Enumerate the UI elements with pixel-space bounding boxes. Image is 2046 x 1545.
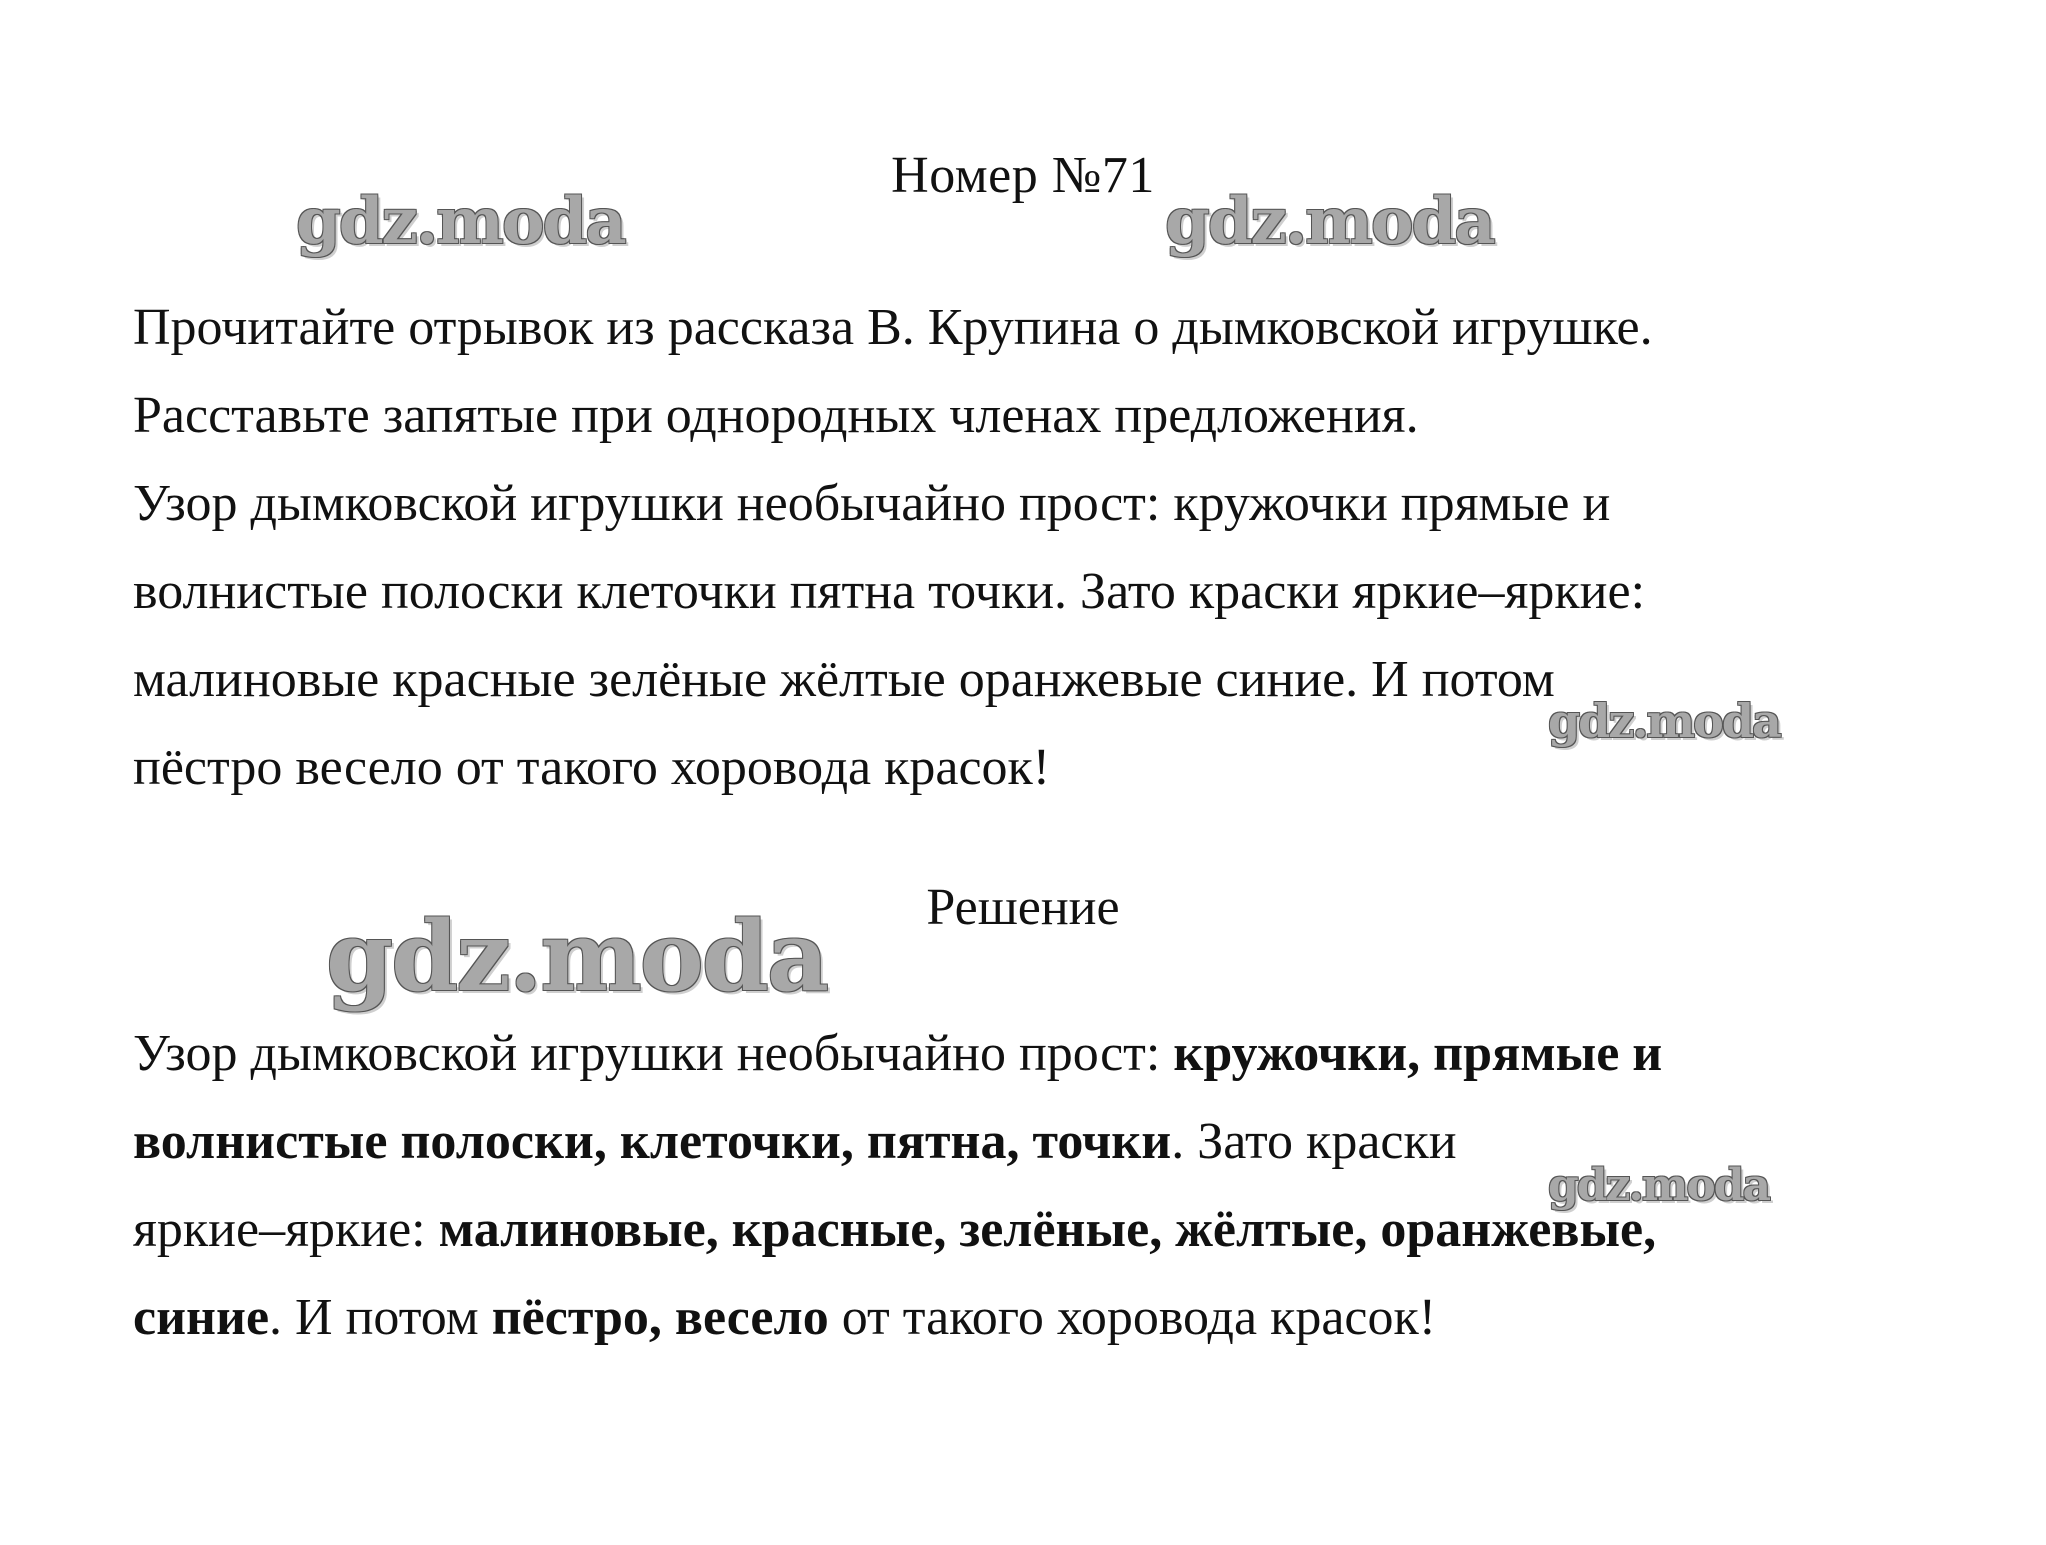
solution-heading: Решение bbox=[926, 879, 1120, 936]
task-line: Прочитайте отрывок из рассказа В. Крупина о дымковской игрушке. bbox=[133, 299, 1653, 356]
watermark-logo: gdz.moda bbox=[1165, 184, 1494, 259]
solution-line bbox=[133, 1010, 1953, 1098]
task-text bbox=[133, 284, 1953, 812]
solution-text-bold: пёстро, весело bbox=[491, 1289, 829, 1346]
solution-text bbox=[133, 1010, 1953, 1362]
solution-text-normal: Узор дымковской игрушки необычайно прост: bbox=[133, 1025, 1174, 1082]
watermark-logo: gdz.moda bbox=[1548, 1160, 1770, 1211]
task-line: Расставьте запятые при однородных членах предложения. bbox=[133, 387, 1419, 444]
task-line: пёстро весело от такого хоровода красок! bbox=[133, 739, 1051, 796]
solution-text-bold: волнистые полоски, клеточки, пятна, точки bbox=[133, 1113, 1172, 1170]
task-line: Узор дымковской игрушки необычайно прост: кружочки прямые и bbox=[133, 475, 1611, 532]
watermark-logo: gdz.moda bbox=[326, 900, 828, 1013]
task-line: малиновые красные зелёные жёлтые оранжевые синие. И потом bbox=[133, 651, 1555, 708]
solution-text-normal: яркие–яркие: bbox=[133, 1201, 439, 1258]
watermark-logo: gdz.moda bbox=[1548, 694, 1780, 748]
solution-text-bold: синие bbox=[133, 1289, 270, 1346]
solution-text-normal: от такого хоровода красок! bbox=[828, 1289, 1437, 1346]
solution-text-bold: малиновые, красные, зелёные, жёлтые, оранжевые, bbox=[438, 1201, 1657, 1258]
solution-text-bold: кружочки, прямые и bbox=[1173, 1025, 1663, 1082]
watermark-logo: gdz.moda bbox=[296, 184, 625, 259]
page-title: Номер №71 bbox=[891, 147, 1155, 204]
solution-line bbox=[133, 1098, 1953, 1186]
solution-line bbox=[133, 1274, 1953, 1362]
solution-text-normal: . И потом bbox=[269, 1289, 492, 1346]
solution-text-normal: . Зато краски bbox=[1171, 1113, 1457, 1170]
solution-line bbox=[133, 1186, 1953, 1274]
task-line: волнистые полоски клеточки пятна точки. Зато краски яркие–яркие: bbox=[133, 563, 1646, 620]
